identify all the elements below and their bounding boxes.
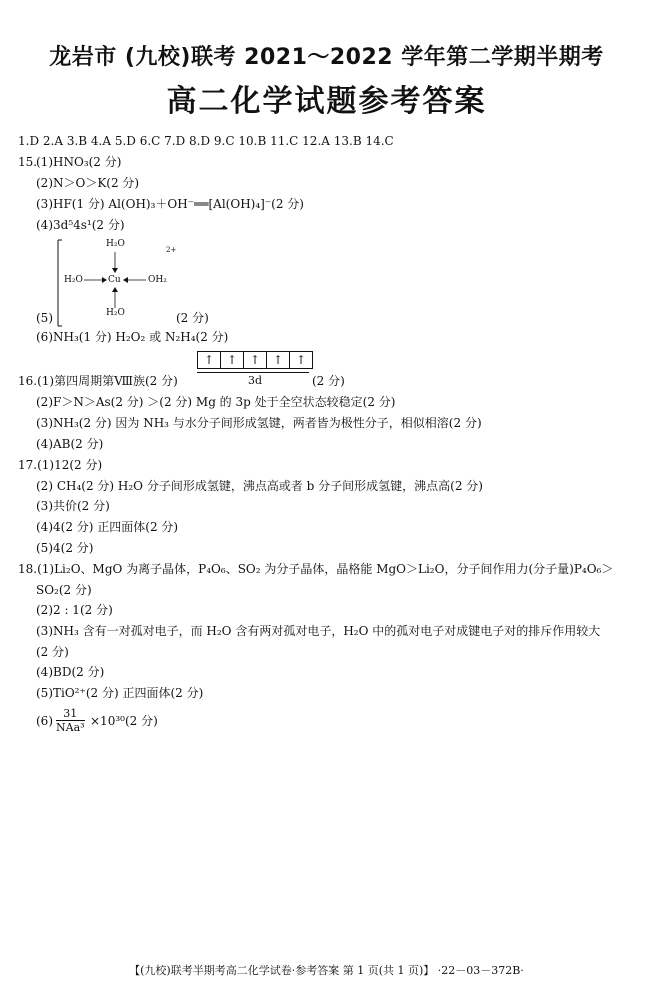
q15-part3: (3)HF(1 分) Al(OH)₃＋OH⁻══[Al(OH)₄]⁻(2 分): [36, 197, 304, 211]
q18-part4: (4)BD(2 分): [36, 665, 105, 679]
q18-part3: (3)NH₃ 含有一对孤对电子，而 H₂O 含有两对孤对电子，H₂O 中的孤对电子对成键电子对的排斥作用较大: [36, 624, 601, 638]
q16-part4: (4)AB(2 分): [36, 437, 104, 451]
orbital-box: ↑: [221, 351, 244, 369]
q15-part5-score: (2 分): [176, 311, 209, 325]
orbital-baseline: [197, 372, 309, 373]
mc-answers: 1.D 2.A 3.B 4.A 5.D 6.C 7.D 8.D 9.C 10.B 11.C 12.A 13.B 14.C: [18, 134, 394, 148]
q18-part5: (5)TiO²⁺(2 分) 正四面体(2 分): [36, 686, 204, 700]
q15-part5-label: (5): [36, 311, 53, 325]
page-footer: 【(九校)联考半期考高二化学试卷·参考答案 第 1 页(共 1 页)】 ·22－03－372B·: [129, 964, 524, 977]
exam-title-line2: 高二化学试题参考答案: [166, 84, 487, 119]
ligand-right: OH₂: [148, 275, 167, 285]
q15-part2: (2)N＞O＞K(2 分): [36, 176, 140, 190]
q17-part2: (2) CH₄(2 分) H₂O 分子间形成氢键，沸点高或者 b 分子间形成氢键，沸点高(2 分): [36, 479, 483, 493]
q17-part1: 17.(1)12(2 分): [18, 458, 103, 472]
q17-part4: (4)4(2 分) 正四面体(2 分): [36, 520, 179, 534]
q16-part1: 16.(1)第四周期第Ⅷ族(2 分): [18, 374, 178, 388]
orbital-label: 3d: [248, 374, 263, 387]
q18-part1-cont: SO₂(2 分): [36, 583, 92, 597]
q18-part1: 18.(1)Li₂O、MgO 为离子晶体，P₄O₆、SO₂ 为分子晶体，晶格能 MgO＞Li₂O，分子间作用力(分子量)P₄O₆＞: [18, 562, 614, 576]
fraction-denominator: NAa³: [56, 721, 85, 734]
q18-part6-rest: ×10³⁰(2 分): [90, 714, 158, 728]
ligand-bottom: H₂O: [106, 308, 125, 318]
q18-part6-label: (6): [36, 714, 53, 728]
q18-part2: (2)2 : 1(2 分): [36, 603, 113, 617]
central-ion: Cu: [108, 275, 121, 285]
q15-part1: (1)HNO₃(2 分): [36, 155, 122, 169]
exam-title-line1: 龙岩市 (九校)联考 2021～2022 学年第二学期半期考: [49, 45, 604, 70]
orbital-box: ↑: [197, 351, 221, 369]
q16-part1-score: (2 分): [312, 374, 345, 388]
density-fraction: [56, 707, 85, 734]
q17-part5: (5)4(2 分): [36, 541, 94, 555]
orbital-box: ↑: [244, 351, 267, 369]
orbital-box: ↑: [267, 351, 290, 369]
orbital-diagram: [197, 351, 313, 369]
orbital-box: ↑: [290, 351, 313, 369]
q15-number: 15.: [18, 155, 38, 169]
q16-part3: (3)NH₃(2 分) 因为 NH₃ 与水分子间形成氢键，两者皆为极性分子，相似相溶(2 分): [36, 416, 482, 430]
q15-part4: (4)3d⁵4s¹(2 分): [36, 218, 125, 232]
ligand-left: H₂O: [64, 275, 83, 285]
q17-part3: (3)共价(2 分): [36, 499, 110, 513]
fraction-numerator: 31: [56, 707, 85, 721]
q18-part3-cont: (2 分): [36, 645, 69, 659]
q15-part6: (6)NH₃(1 分) H₂O₂ 或 N₂H₄(2 分): [36, 330, 229, 344]
q16-part2: (2)F＞N＞As(2 分) ＞(2 分) Mg 的 3p 处于全空状态较稳定(2 分): [36, 395, 396, 409]
complex-charge: 2+: [166, 246, 177, 254]
ligand-top: H₂O: [106, 239, 125, 249]
